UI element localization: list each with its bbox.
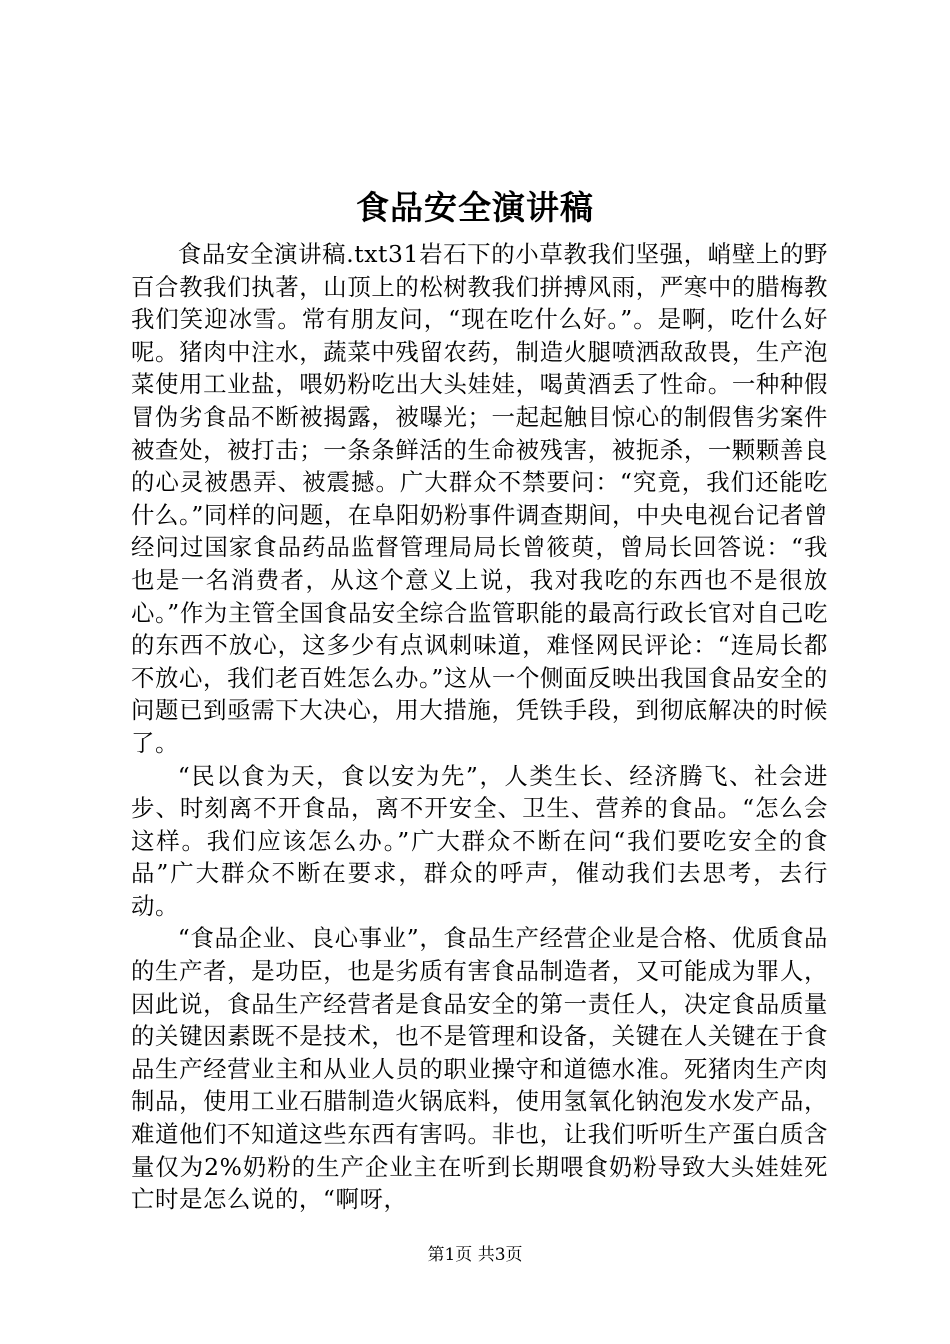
paragraph-1: 食品安全演讲稿.txt31岩石下的小草教我们坚强，峭壁上的野百合教我们执著，山顶上的松树教我们拼搏风雨，严寒中的腊梅教我们笑迎冰雪。常有朋友问，“现在吃什么好。”。是啊，吃什么好呢。猪肉中注水，蔬菜中残留农药，制造火腿喷洒敌敌畏，生产泡菜使用工业盐，喂奶粉吃出大头娃娃，喝黄酒丢了性命。一种种假冒伪劣食品不断被揭露，被曝光；一起起触目惊心的制假售劣案件被查处，被打击；一条条鲜活的生命被残害，被扼杀，一颗颗善良的心灵被愚弄、被震撼。广大群众不禁要问：“究竟，我们还能吃什么。”同样的问题，在阜阳奶粉事件调查期间，中央电视台记者曾经问过国家食品药品监督管理局局长曾筱萸，曾局长回答说：“我也是一名消费者，从这个意义上说，我对我吃的东西也不是很放心。”作为主管全国食品安全综合监管职能的最高行政长官对自己吃的东西不放心，这多少有点讽刺味道，难怪网民评论：“连局长都不放心，我们老百姓怎么办。”这从一个侧面反映出我国食品安全的问题已到亟需下大决心，用大措施，凭铁手段，到彻底解决的时候了。 [131, 240, 828, 757]
document-title: 食品安全演讲稿 [356, 188, 594, 227]
page-footer: 第1页 共3页 [427, 1245, 523, 1265]
paragraph-2: “民以食为天，食以安为先”，人类生长、经济腾飞、社会进步、时刻离不开食品，离不开安全、卫生、营养的食品。“怎么会这样。我们应该怎么办。”广大群众不断在问“我们要吃安全的食品”广大群众不断在要求，群众的呼声，催动我们去思考，去行动。 [131, 761, 828, 920]
paragraph-3: “食品企业、良心事业”，食品生产经营企业是合格、优质食品的生产者，是功臣，也是劣质有害食品制造者，又可能成为罪人，因此说，食品生产经营者是食品安全的第一责任人，决定食品质量的关键因素既不是技术，也不是管理和设备，关键在人关键在于食品生产经营业主和从业人员的职业操守和道德水准。死猪肉生产肉制品，使用工业石腊制造火锅底料，使用氢氧化钠泡发水发产品，难道他们不知道这些东西有害吗。非也，让我们听听生产蛋白质含量仅为2%奶粉的生产企业主在听到长期喂食奶粉导致大头娃娃死亡时是怎么说的，“啊呀， [131, 924, 828, 1214]
document-body [131, 238, 828, 1216]
